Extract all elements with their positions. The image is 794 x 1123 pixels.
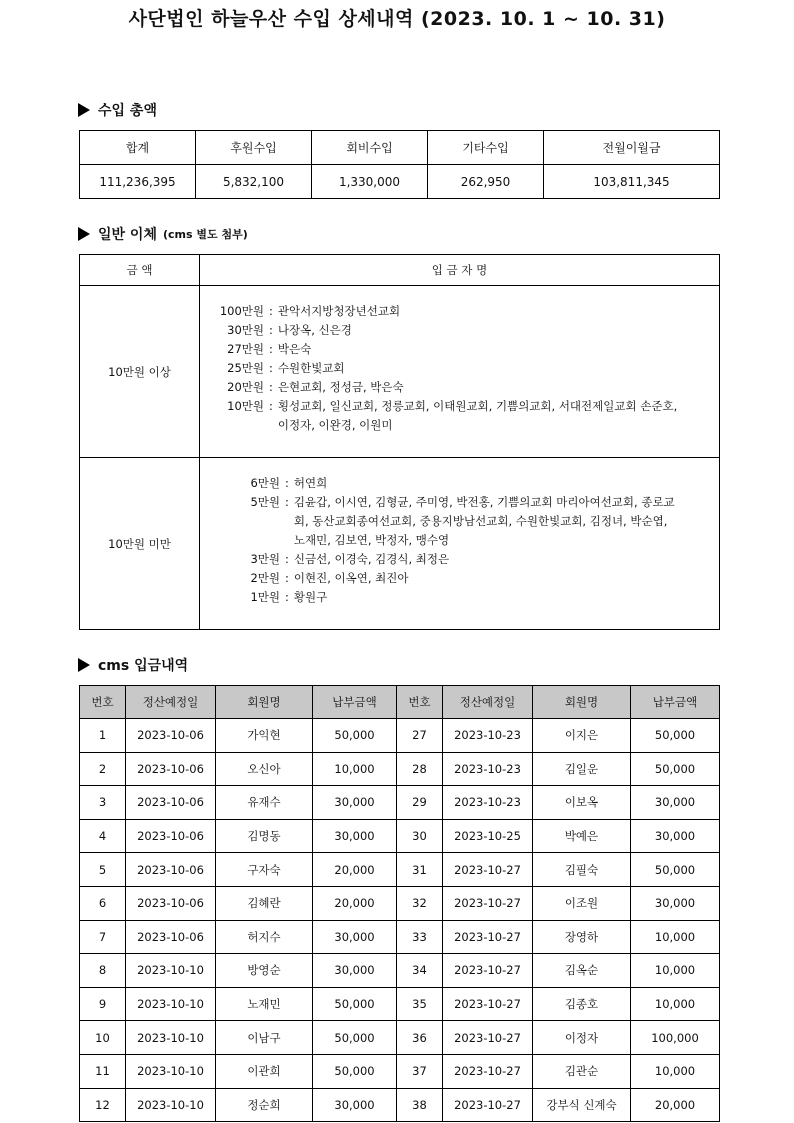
table-cell: 노재민 xyxy=(216,987,313,1021)
entry-separator: : xyxy=(269,399,273,413)
table-row xyxy=(80,987,720,1021)
totals-table xyxy=(79,130,720,199)
table-cell: 2023-10-10 xyxy=(126,1054,216,1088)
cms-header-cell: 정산예정일 xyxy=(443,686,533,719)
table-cell: 4 xyxy=(80,819,126,853)
entry-names: 황원구 xyxy=(293,590,328,604)
table-cell: 2023-10-06 xyxy=(126,819,216,853)
group-row-over-100k xyxy=(80,286,720,458)
table-cell: 2023-10-06 xyxy=(126,786,216,820)
table-cell: 30,000 xyxy=(313,819,397,853)
table-cell: 2023-10-06 xyxy=(126,752,216,786)
table-row xyxy=(80,719,720,753)
table-cell: 50,000 xyxy=(631,752,720,786)
table-cell: 이보옥 xyxy=(533,786,631,820)
group-entries xyxy=(200,286,720,458)
table-cell: 9 xyxy=(80,987,126,1021)
entry-amount: 3만원 xyxy=(250,552,280,566)
table-cell: 김혜란 xyxy=(216,886,313,920)
group-label: 10만원 미만 xyxy=(80,458,200,630)
table-cell: 30,000 xyxy=(313,1088,397,1122)
general-header-row xyxy=(80,255,720,286)
table-cell: 2023-10-27 xyxy=(443,886,533,920)
table-cell: 10 xyxy=(80,1021,126,1055)
entry-separator: : xyxy=(269,304,273,318)
entry-separator: : xyxy=(285,571,289,585)
group-row-under-100k xyxy=(80,458,720,630)
entry-names: 박은숙 xyxy=(277,342,312,356)
table-row xyxy=(80,1088,720,1122)
table-row xyxy=(80,920,720,954)
cms-heading xyxy=(78,655,188,675)
table-cell: 2023-10-27 xyxy=(443,1088,533,1122)
table-cell: 28 xyxy=(397,752,443,786)
table-cell: 2023-10-27 xyxy=(443,1054,533,1088)
page-title: 사단법인 하늘우산 수입 상세내역 (2023. 10. 1 ~ 10. 31) xyxy=(128,8,666,30)
totals-value-cell: 111,236,395 xyxy=(80,165,196,199)
table-cell: 김종호 xyxy=(533,987,631,1021)
cms-header-row xyxy=(80,686,720,719)
entry-names: 은현교회, 정성금, 박은숙 xyxy=(277,380,404,394)
entry-names: 나장옥, 신은경 xyxy=(277,323,352,337)
totals-value-cell: 1,330,000 xyxy=(312,165,428,199)
entry-separator: : xyxy=(285,590,289,604)
table-cell: 10,000 xyxy=(631,954,720,988)
totals-value-cell: 5,832,100 xyxy=(196,165,312,199)
totals-value-cell: 262,950 xyxy=(428,165,544,199)
table-cell: 10,000 xyxy=(313,752,397,786)
table-cell: 김필숙 xyxy=(533,853,631,887)
table-cell: 30,000 xyxy=(631,886,720,920)
table-cell: 5 xyxy=(80,853,126,887)
table-cell: 30,000 xyxy=(313,920,397,954)
table-cell: 김일운 xyxy=(533,752,631,786)
table-cell: 2023-10-06 xyxy=(126,853,216,887)
table-cell: 이관희 xyxy=(216,1054,313,1088)
table-cell: 50,000 xyxy=(313,987,397,1021)
table-row xyxy=(80,853,720,887)
table-cell: 10,000 xyxy=(631,987,720,1021)
entry-names: 김윤갑, 이시연, 김형균, 주미영, 박전홍, 기쁨의교회 마리아여선교회, 종로교회, 동산교회종여선교회, 중용지방남선교회, 수원한빛교회, 김정녀, 박순엽, 노재민, 김보연, 박정자, 맹수영 xyxy=(293,495,675,547)
table-cell: 오신아 xyxy=(216,752,313,786)
table-cell: 50,000 xyxy=(313,1021,397,1055)
table-cell: 유재수 xyxy=(216,786,313,820)
entry-amount: 5만원 xyxy=(250,495,280,509)
table-cell: 30,000 xyxy=(631,819,720,853)
table-cell: 3 xyxy=(80,786,126,820)
donor-entry xyxy=(212,569,719,588)
table-cell: 이정자 xyxy=(533,1021,631,1055)
table-cell: 2023-10-27 xyxy=(443,920,533,954)
table-cell: 2023-10-10 xyxy=(126,954,216,988)
table-cell: 7 xyxy=(80,920,126,954)
table-cell: 50,000 xyxy=(631,853,720,887)
entry-separator: : xyxy=(269,380,273,394)
donor-entry xyxy=(212,302,719,321)
totals-heading-label: 수입 총액 xyxy=(98,103,157,119)
table-cell: 37 xyxy=(397,1054,443,1088)
general-heading xyxy=(78,224,248,244)
entry-separator: : xyxy=(285,476,289,490)
amount-header: 금 액 xyxy=(80,255,200,286)
table-cell: 이지은 xyxy=(533,719,631,753)
depositor-header: 입 금 자 명 xyxy=(200,255,720,286)
entry-names: 신금선, 이경숙, 김경식, 최정은 xyxy=(293,552,450,566)
cms-header-cell: 번호 xyxy=(80,686,126,719)
table-cell: 35 xyxy=(397,987,443,1021)
table-cell: 2 xyxy=(80,752,126,786)
entry-names: 이현진, 이옥연, 최진아 xyxy=(293,571,409,585)
table-row xyxy=(80,786,720,820)
donor-entry xyxy=(212,474,719,493)
table-cell: 2023-10-06 xyxy=(126,920,216,954)
cms-header-cell: 정산예정일 xyxy=(126,686,216,719)
table-cell: 김관순 xyxy=(533,1054,631,1088)
table-cell: 30 xyxy=(397,819,443,853)
table-cell: 38 xyxy=(397,1088,443,1122)
table-cell: 27 xyxy=(397,719,443,753)
entry-names: 관악서지방청장년선교회 xyxy=(277,304,401,318)
cms-header-cell: 회원명 xyxy=(533,686,631,719)
entry-amount: 1만원 xyxy=(250,590,280,604)
table-row xyxy=(80,886,720,920)
table-cell: 100,000 xyxy=(631,1021,720,1055)
cms-table-body xyxy=(80,719,720,1122)
table-cell: 2023-10-06 xyxy=(126,886,216,920)
cms-header-cell: 회원명 xyxy=(216,686,313,719)
cms-header-cell: 번호 xyxy=(397,686,443,719)
donor-entry xyxy=(212,321,719,340)
table-cell: 2023-10-23 xyxy=(443,786,533,820)
table-row xyxy=(80,1021,720,1055)
table-cell: 장영하 xyxy=(533,920,631,954)
table-cell: 50,000 xyxy=(313,1054,397,1088)
table-cell: 2023-10-27 xyxy=(443,1021,533,1055)
table-cell: 구자숙 xyxy=(216,853,313,887)
general-transfer-table xyxy=(79,254,720,630)
table-cell: 20,000 xyxy=(313,886,397,920)
donor-entry xyxy=(212,378,719,397)
entry-amount: 10만원 xyxy=(227,399,264,413)
donor-entry xyxy=(212,588,719,607)
cms-heading-label: cms 입금내역 xyxy=(98,658,189,674)
entry-amount: 25만원 xyxy=(227,361,264,375)
table-cell: 방영순 xyxy=(216,954,313,988)
entry-names: 허연희 xyxy=(293,476,328,490)
entry-amount: 100만원 xyxy=(219,304,264,318)
donor-entry xyxy=(212,397,719,435)
totals-heading xyxy=(78,100,157,120)
triangle-bullet-icon xyxy=(78,658,90,672)
entry-separator: : xyxy=(269,342,273,356)
table-cell: 이조원 xyxy=(533,886,631,920)
entry-names: 횡성교회, 일신교회, 정릉교회, 이태원교회, 기쁨의교회, 서대전제일교회 손준호, 이정자, 이완경, 이원미 xyxy=(277,399,678,432)
table-row xyxy=(80,1054,720,1088)
table-cell: 2023-10-27 xyxy=(443,954,533,988)
table-cell: 11 xyxy=(80,1054,126,1088)
donor-entry xyxy=(212,550,719,569)
totals-value-cell: 103,811,345 xyxy=(544,165,720,199)
table-cell: 2023-10-10 xyxy=(126,987,216,1021)
table-cell: 6 xyxy=(80,886,126,920)
table-cell: 33 xyxy=(397,920,443,954)
table-row xyxy=(80,819,720,853)
table-cell: 가익현 xyxy=(216,719,313,753)
table-cell: 2023-10-25 xyxy=(443,819,533,853)
table-cell: 2023-10-27 xyxy=(443,987,533,1021)
entry-amount: 30만원 xyxy=(227,323,264,337)
entry-amount: 27만원 xyxy=(227,342,264,356)
table-cell: 30,000 xyxy=(631,786,720,820)
totals-header-cell: 후원수입 xyxy=(196,131,312,165)
entry-amount: 20만원 xyxy=(227,380,264,394)
cms-deposit-table xyxy=(79,685,720,1122)
cms-header-cell: 납부금액 xyxy=(313,686,397,719)
entry-separator: : xyxy=(269,323,273,337)
donor-entry xyxy=(212,493,719,550)
table-cell: 12 xyxy=(80,1088,126,1122)
table-cell: 2023-10-23 xyxy=(443,719,533,753)
table-cell: 2023-10-27 xyxy=(443,853,533,887)
table-cell: 10,000 xyxy=(631,920,720,954)
table-cell: 김옥순 xyxy=(533,954,631,988)
totals-value-row xyxy=(80,165,720,199)
table-cell: 29 xyxy=(397,786,443,820)
table-cell: 정순희 xyxy=(216,1088,313,1122)
cms-header-cell: 납부금액 xyxy=(631,686,720,719)
entry-separator: : xyxy=(269,361,273,375)
table-cell: 32 xyxy=(397,886,443,920)
donor-entry xyxy=(212,359,719,378)
table-cell: 8 xyxy=(80,954,126,988)
table-cell: 31 xyxy=(397,853,443,887)
table-row xyxy=(80,752,720,786)
donor-entry xyxy=(212,340,719,359)
table-cell: 50,000 xyxy=(631,719,720,753)
table-cell: 박예은 xyxy=(533,819,631,853)
group-entries xyxy=(200,458,720,630)
general-subheading: (cms 별도 첨부) xyxy=(162,228,248,241)
table-cell: 2023-10-23 xyxy=(443,752,533,786)
table-cell: 30,000 xyxy=(313,786,397,820)
table-cell: 강부식 신계숙 xyxy=(533,1088,631,1122)
table-cell: 2023-10-10 xyxy=(126,1021,216,1055)
entry-separator: : xyxy=(285,552,289,566)
table-cell: 김명동 xyxy=(216,819,313,853)
totals-header-cell: 회비수입 xyxy=(312,131,428,165)
general-heading-label: 일반 이체 xyxy=(98,227,157,243)
triangle-bullet-icon xyxy=(78,227,90,241)
table-row xyxy=(80,954,720,988)
table-cell: 10,000 xyxy=(631,1054,720,1088)
totals-header-row xyxy=(80,131,720,165)
table-cell: 이남구 xyxy=(216,1021,313,1055)
entry-amount: 6만원 xyxy=(250,476,280,490)
totals-header-cell: 합계 xyxy=(80,131,196,165)
table-cell: 2023-10-10 xyxy=(126,1088,216,1122)
table-cell: 34 xyxy=(397,954,443,988)
table-cell: 50,000 xyxy=(313,719,397,753)
table-cell: 허지수 xyxy=(216,920,313,954)
entry-names: 수원한빛교회 xyxy=(277,361,345,375)
table-cell: 2023-10-06 xyxy=(126,719,216,753)
totals-header-cell: 전월이월금 xyxy=(544,131,720,165)
table-cell: 36 xyxy=(397,1021,443,1055)
totals-header-cell: 기타수입 xyxy=(428,131,544,165)
entry-amount: 2만원 xyxy=(250,571,280,585)
table-cell: 1 xyxy=(80,719,126,753)
entry-separator: : xyxy=(285,495,289,509)
table-cell: 30,000 xyxy=(313,954,397,988)
group-label: 10만원 이상 xyxy=(80,286,200,458)
table-cell: 20,000 xyxy=(631,1088,720,1122)
triangle-bullet-icon xyxy=(78,103,90,117)
table-cell: 20,000 xyxy=(313,853,397,887)
